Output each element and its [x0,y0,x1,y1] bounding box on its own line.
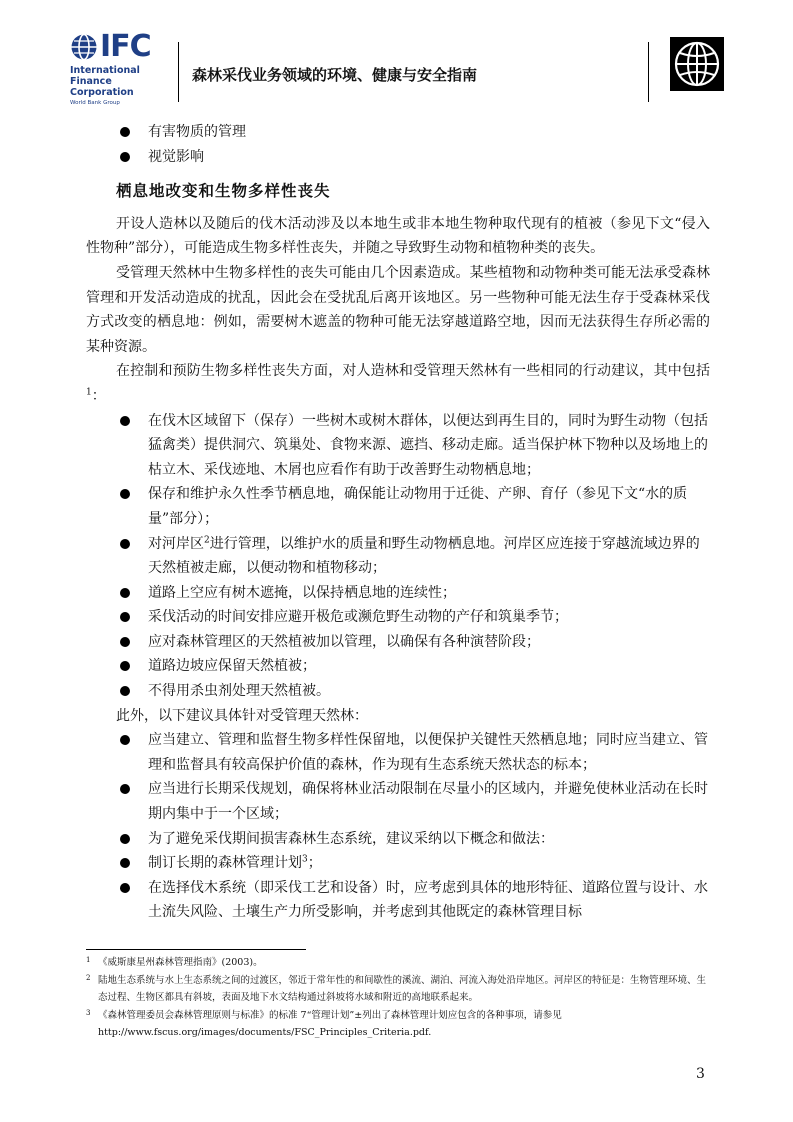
footnote-number: 3 [86,1008,91,1017]
list-item: 道路上空应有树木遮掩，以保持栖息地的连续性； [116,581,710,606]
ifc-logo-text: IFC [100,29,151,64]
list-item-text: 对河岸区 [148,535,204,552]
header-divider [648,42,649,102]
list-item [116,532,710,581]
footnote-number: 2 [86,973,91,982]
section-heading: 栖息地改变和生物多样性丧失 [116,182,331,201]
ifc-name-line: International [70,65,140,76]
list-item: 应对森林管理区的天然植被加以管理，以确保有各种演替阶段； [116,630,710,655]
list-item: 有害物质的管理 [116,120,710,145]
list-item: 应当进行长期采伐规划，确保将林业活动限制在尽量小的区域内，并避免使林业活动在长时期内集中于一个区域； [116,777,710,826]
list-item: 不得用杀虫剂处理天然植被。 [116,679,710,704]
header-divider [178,42,179,102]
ifc-logo [70,30,160,110]
page-number: 3 [696,1066,705,1082]
paragraph: 受管理天然林中生物多样性的丧失可能由几个因素造成。某些植物和动物种类可能无法承受森林管理和开发活动造成的扰乱，因此会在受扰乱后离开该地区。另一些物种可能无法生存于受森林采伐方式改变的栖息地：例如，需要树木遮盖的物种可能无法穿越道路空地，因而无法获得生存所必需的某种资源。 [86,264,710,355]
main-content [86,120,710,925]
list-item: 道路边坡应保留天然植被； [116,654,710,679]
footnote-text: 《森林管理委员会森林管理原则与标准》的标准 7“管理计划”±列出了森林管理计划应包含的各种事项，请参见 http://www.fscus.org/images/documents/FSC_Principles_Criteria.pdf. [98,1009,562,1038]
list-item: 采伐活动的时间安排应避开极危或濒危野生动物的产仔和筑巢季节； [116,605,710,630]
list-item-text: ； [307,855,322,872]
ifc-logo-mark [70,30,151,64]
list-item: 保存和维护永久性季节栖息地，确保能让动物用于迁徙、产卵、育仔（参见下文“水的质量”部分）； [116,482,710,531]
paragraph [86,359,710,408]
footnote-rule [86,949,306,950]
ifc-name-line: Corporation [70,87,134,98]
list-item: 在选择伐木系统（即采伐工艺和设备）时，应考虑到具体的地形特征、道路位置与设计、水土流失风险、土壤生产力所受影响，并考虑到其他既定的森林管理目标 [116,876,710,925]
paragraph: 开设人造林以及随后的伐木活动涉及以本地生或非本地生物种取代现有的植被（参见下文“侵入性物种”部分），可能造成生物多样性丧失，并随之导致野生动物和植物种类的丧失。 [86,215,710,257]
list-item-text: 进行管理，以维护水的质量和野生动物栖息地。河岸区应连接于穿越流域边界的天然植被走廊，以便动物和植物移动； [148,535,700,577]
footnote-number: 1 [86,956,91,964]
footnote [86,954,710,972]
ifc-name-line: Finance [70,76,112,87]
list-item: 为了避免采伐期间损害森林生态系统，建议采纳以下概念和做法： [116,827,710,852]
paragraph-text: 在控制和预防生物多样性丧失方面，对人造林和受管理天然林有一些相同的行动建议，其中包括 [116,363,710,380]
ifc-logo-sub: World Bank Group [70,100,120,106]
footnote-text: 陆地生态系统与水上生态系统之间的过渡区，邻近于常年性的和间歇性的溪流、湖泊、河流入海处沿岸地区。河岸区的特征是：生物管理环境、生态过程、生物区都具有斜坡，表面及地下水文结构通过斜坡将水域和附近的高地联系起来。 [98,974,707,1003]
footnote-ref: 3 [302,854,308,865]
paragraph: 此外，以下建议具体针对受管理天然林： [116,707,368,724]
footnote [86,972,710,1007]
footnotes [86,954,710,1042]
world-bank-globe-icon [670,37,724,91]
globe-icon [70,33,98,61]
ifc-logo-name [70,65,140,98]
header-title: 森林采伐业务领域的环境、健康与安全指南 [192,66,478,84]
page-header [0,0,793,110]
footnote-ref: 1 [86,387,92,398]
paragraph-text: ： [91,387,106,404]
list-item: 视觉影响 [116,145,710,170]
list-item: 应当建立、管理和监督生物多样性保留地，以便保护关键性天然栖息地；同时应当建立、管理和监督具有较高保护价值的森林，作为现有生态系统天然状态的标本； [116,728,710,777]
footnote-text: 《威斯康星州森林管理指南》(2003)。 [98,957,263,968]
list-item-text: 制订长期的森林管理计划 [148,855,302,872]
list-item: 在伐木区域留下（保存）一些树木或树木群体，以便达到再生目的，同时为野生动物（包括猛禽类）提供洞穴、筑巢处、食物来源、遮挡、移动走廊。适当保护林下物种以及场地上的枯立木、采伐迹地、木屑也应看作有助于改善野生动物栖息地； [116,409,710,483]
footnote-ref: 2 [204,534,210,545]
footnote [86,1007,710,1042]
list-item [116,851,710,876]
